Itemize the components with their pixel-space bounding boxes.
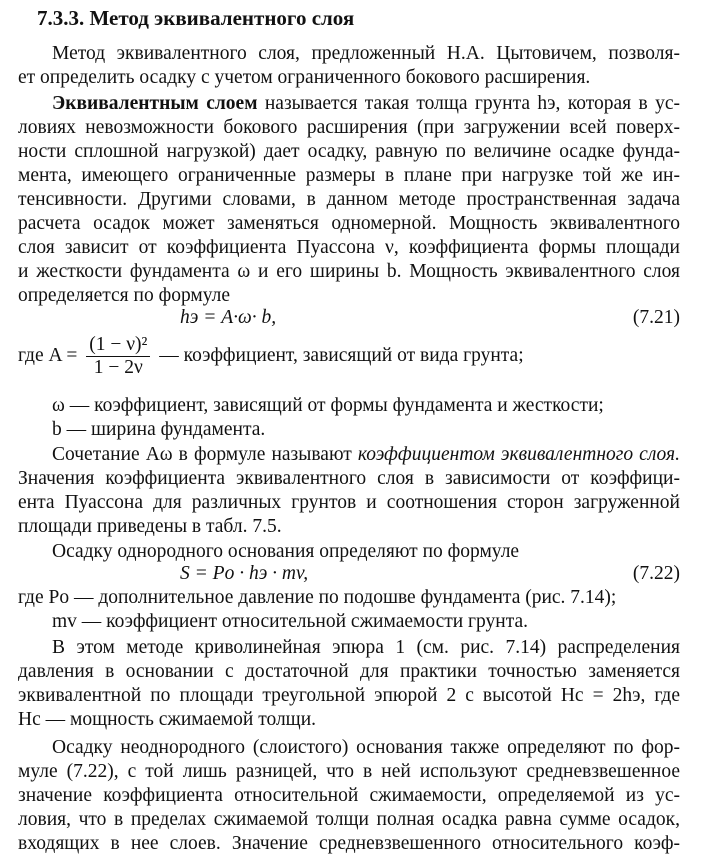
fraction bbox=[86, 334, 150, 379]
text-line bbox=[52, 443, 680, 467]
text-line: Метод эквивалентного слоя, предложенный Н.А. Цытовичем, позволя- bbox=[52, 43, 680, 64]
text-line: ности сплошной нагрузкой) дает осадку, равную по величине осадке фунда- bbox=[18, 141, 680, 162]
text-line: слоя зависит от коэффициента Пуассона ν, коэффициента формы площади bbox=[18, 237, 680, 258]
text-line: давления в основании с достаточной для практики точностью заменяется bbox=[18, 661, 680, 682]
formula-number: (7.21) bbox=[632, 307, 680, 328]
section-heading: 7.3.3. Метод эквивалентного слоя bbox=[37, 6, 355, 30]
text-run: Сочетание Aω в формуле называют bbox=[52, 444, 358, 465]
text-line: ω — коэффициент, зависящий от формы фундамента и жесткости; bbox=[52, 395, 604, 416]
text-line: ловия, что в пределах сжимаемой толщи полная осадка равна сумме осадок, bbox=[18, 809, 680, 830]
text-line: ента Пуассона для различных грунтов и соотношения сторон загруженной bbox=[18, 492, 680, 513]
text-line: и жесткости фундамента ω и его ширины b. Мощность эквивалентного слоя bbox=[18, 261, 680, 282]
text-line: где Pо — дополнительное давление по подошве фундамента (рис. 7.14); bbox=[18, 587, 617, 608]
text-line: ет определить осадку с учетом ограниченного бокового расширения. bbox=[18, 67, 591, 88]
where-lead: где A = bbox=[18, 344, 78, 366]
text-line: расчета осадок может заменяться одномерной. Мощность эквивалентного bbox=[18, 213, 680, 234]
text-line: Значения коэффициента эквивалентного слоя в зависимости от коэффици- bbox=[18, 468, 680, 489]
text-line: площади приведены в табл. 7.5. bbox=[18, 516, 282, 537]
formula-7-21 bbox=[180, 306, 680, 330]
formula-where-line bbox=[18, 334, 680, 390]
where-rest: — коэффициент, зависящий от вида грунта; bbox=[159, 344, 524, 366]
fraction-denominator: 1 − 2ν bbox=[93, 357, 143, 378]
italic-term: коэффициентом эквивалентного слоя. bbox=[357, 444, 680, 465]
text-line: входящих в нее слоев. Значение средневзвешенного относительного коэф- bbox=[18, 833, 680, 854]
text-line: Осадку однородного основания определяют по формуле bbox=[52, 541, 520, 562]
text-line: тенсивности. Другими словами, в данном методе пространственная задача bbox=[18, 189, 680, 210]
text-line bbox=[52, 92, 680, 116]
formula-expression: S = Pо · hэ · mv, bbox=[180, 563, 309, 584]
text-run: называется такая толща грунта hэ, которая в ус- bbox=[257, 93, 680, 114]
text-line: определяется по формуле bbox=[18, 285, 231, 306]
text-line: Осадку неоднородного (слоистого) основания также определяют по фор- bbox=[52, 737, 680, 758]
formula-expression: hэ = A·ω· b, bbox=[180, 307, 277, 328]
text-line: мента, имеющего ограниченные размеры в плане при нагрузке той же ин- bbox=[18, 165, 680, 186]
text-line: mv — коэффициент относительной сжимаемости грунта. bbox=[52, 611, 529, 632]
text-line: эквивалентной по площади треугольной эпюрой 2 с высотой Hс = 2hэ, где bbox=[18, 685, 680, 706]
formula-7-22 bbox=[180, 562, 680, 586]
text-line: муле (7.22), с той лишь разницей, что в ней используют средневзвешенное bbox=[18, 761, 680, 782]
formula-number: (7.22) bbox=[632, 563, 680, 584]
fraction-numerator: (1 − ν)² bbox=[86, 334, 150, 357]
text-line: b — ширина фундамента. bbox=[52, 419, 266, 440]
defined-term: Эквивалентным слоем bbox=[52, 93, 258, 114]
text-line: Hс — мощность сжимаемой толщи. bbox=[18, 709, 317, 730]
text-line: В этом методе криволинейная эпюра 1 (см. рис. 7.14) распределения bbox=[52, 637, 680, 658]
text-line: значение коэффициента относительной сжимаемости, определяемой из ус- bbox=[18, 785, 680, 806]
text-line: ловиях невозможности бокового расширения (при загружении всей поверх- bbox=[18, 117, 680, 138]
